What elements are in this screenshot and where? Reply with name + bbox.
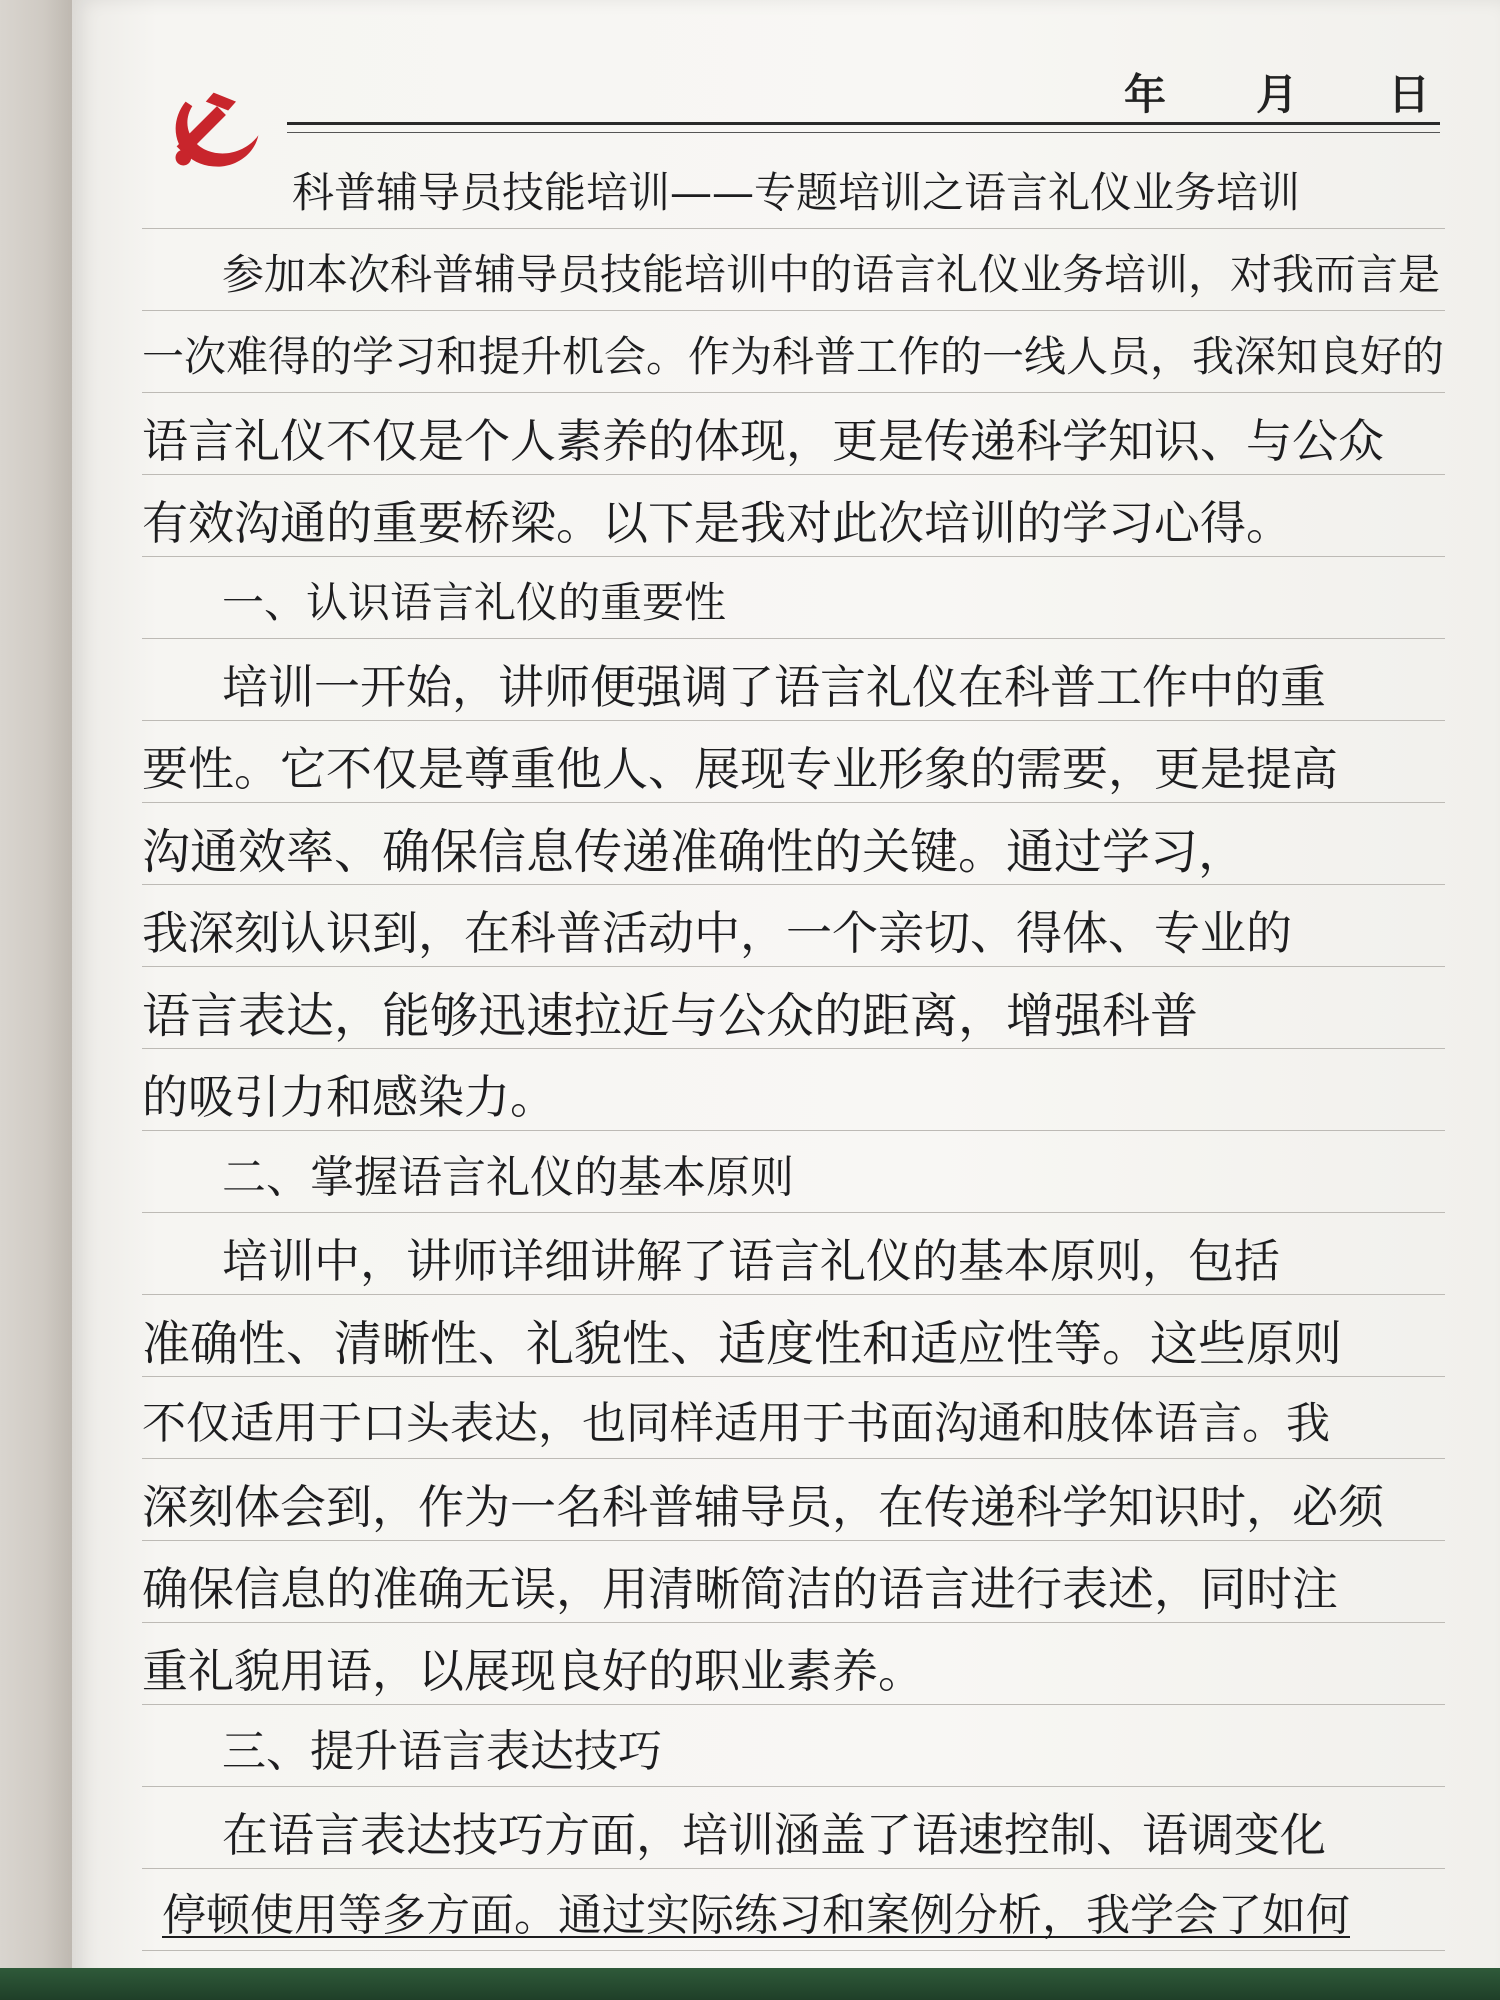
section-heading-3: 三、提升语言表达技巧 xyxy=(222,1726,662,1777)
desk-surface-left xyxy=(0,0,80,2000)
notebook-page xyxy=(72,0,1500,1985)
ruled-line xyxy=(142,1376,1445,1377)
ruled-line xyxy=(142,392,1445,393)
desk-surface-bottom xyxy=(0,1968,1500,2000)
ruled-line xyxy=(142,884,1445,885)
ruled-line xyxy=(142,720,1445,721)
text-line-3: 语言礼仪不仅是个人素养的体现，更是传递科学知识、与公众 xyxy=(142,414,1384,468)
date-header xyxy=(1124,62,1430,122)
text-line-9: 我深刻认识到，在科普活动中，一个亲切、得体、专业的 xyxy=(142,906,1292,960)
text-line-20: 在语言表达技巧方面，培训涵盖了语速控制、语调变化 xyxy=(222,1808,1326,1862)
ruled-line xyxy=(142,1294,1445,1295)
ruled-line xyxy=(142,1622,1445,1623)
text-line-15: 不仅适用于口头表达，也同样适用于书面沟通和肢体语言。我 xyxy=(142,1398,1330,1449)
ruled-line xyxy=(142,1458,1445,1459)
ruled-line xyxy=(142,1212,1445,1213)
text-line-2: 一次难得的学习和提升机会。作为科普工作的一线人员，我深知良好的 xyxy=(142,332,1445,381)
text-line-18: 重礼貌用语，以展现良好的职业素养。 xyxy=(142,1644,924,1698)
text-line-21: 停顿使用等多方面。通过实际练习和案例分析，我学会了如何 xyxy=(162,1890,1350,1941)
text-line-4: 有效沟通的重要桥梁。以下是我对此次培训的学习心得。 xyxy=(142,496,1292,550)
section-heading-1: 一、认识语言礼仪的重要性 xyxy=(222,578,727,627)
text-line-1: 参加本次科普辅导员技能培训中的语言礼仪业务培训，对我而言是 xyxy=(222,250,1441,299)
text-line-16: 深刻体会到，作为一名科普辅导员，在传递科学知识时，必须 xyxy=(142,1480,1384,1534)
text-line-14: 准确性、清晰性、礼貌性、适度性和适应性等。这些原则 xyxy=(142,1316,1343,1372)
date-rule-thin xyxy=(287,132,1440,133)
text-line-6: 培训一开始，讲师便强调了语言礼仪在科普工作中的重 xyxy=(222,660,1326,714)
party-emblem-icon xyxy=(152,68,264,180)
section-heading-2: 二、掌握语言礼仪的基本原则 xyxy=(222,1152,794,1203)
ruled-line xyxy=(142,1704,1445,1705)
ruled-line xyxy=(142,638,1445,639)
text-line-7: 要性。它不仅是尊重他人、展现专业形象的需要，更是提高 xyxy=(142,742,1338,796)
ruled-line xyxy=(142,556,1445,557)
date-day-label: 日 xyxy=(1387,70,1430,119)
ruled-line xyxy=(142,474,1445,475)
ruled-line xyxy=(142,310,1445,311)
ruled-line xyxy=(142,802,1445,803)
ruled-line xyxy=(142,1048,1445,1049)
ruled-line xyxy=(142,1540,1445,1541)
text-line-8: 沟通效率、确保信息传递准确性的关键。通过学习， xyxy=(142,824,1247,880)
date-rule-thick xyxy=(287,122,1440,125)
text-line-17: 确保信息的准确无误，用清晰简洁的语言进行表述，同时注 xyxy=(142,1562,1338,1616)
ruled-line xyxy=(142,1786,1445,1787)
ruled-line xyxy=(142,228,1445,229)
ruled-line xyxy=(142,1868,1445,1869)
document-title: 科普辅导员技能培训——专题培训之语言礼仪业务培训 xyxy=(292,168,1301,217)
date-year-label: 年 xyxy=(1123,70,1166,119)
ruled-line xyxy=(142,966,1445,967)
ruled-line xyxy=(142,1950,1445,1951)
text-line-13: 培训中，讲师详细讲解了语言礼仪的基本原则，包括 xyxy=(222,1234,1280,1288)
date-month-label: 月 xyxy=(1255,70,1298,119)
ruled-line xyxy=(142,1130,1445,1131)
text-line-10: 语言表达，能够迅速拉近与公众的距离，增强科普 xyxy=(142,988,1199,1044)
text-line-11: 的吸引力和感染力。 xyxy=(142,1070,556,1124)
